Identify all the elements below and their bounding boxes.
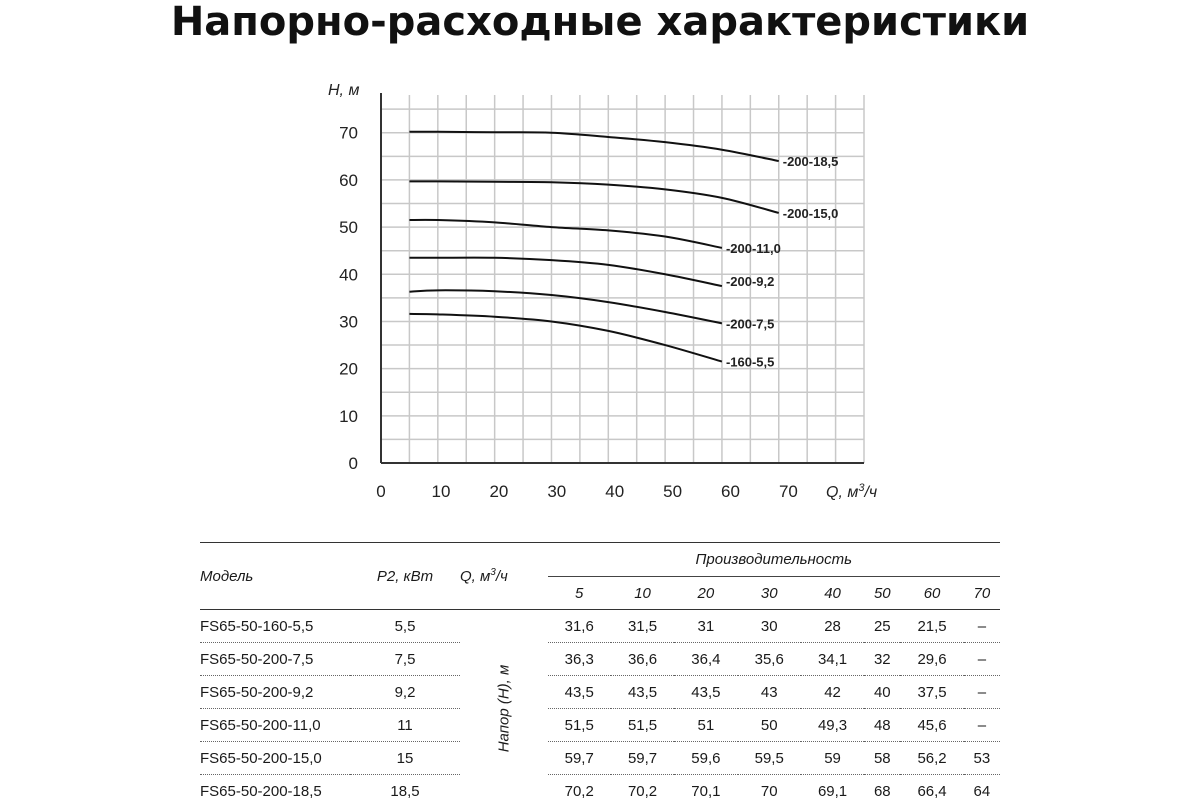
cell-model: FS65-50-200-18,5 xyxy=(200,775,350,807)
cell-head-value: 43,5 xyxy=(674,676,737,709)
cell-head-value: 56,2 xyxy=(900,742,963,775)
cell-power: 9,2 xyxy=(350,676,460,709)
cell-head-value: – xyxy=(964,643,1000,676)
header-flow: Q, $м^3/ч$ xyxy=(460,543,548,610)
cell-head-value: 70,1 xyxy=(674,775,737,807)
series-label: -200-15,0 xyxy=(783,206,839,221)
header-q-value: 5 xyxy=(548,577,611,610)
cell-head-value: 59,7 xyxy=(548,742,611,775)
cell-head-value: 59,6 xyxy=(674,742,737,775)
x-tick-label: 70 xyxy=(779,482,798,501)
cell-head-value: 70,2 xyxy=(548,775,611,807)
y-tick-label: 20 xyxy=(339,360,358,379)
series-label: -200-11,0 xyxy=(726,241,781,256)
cell-head-value: 43,5 xyxy=(548,676,611,709)
cell-head-label xyxy=(460,610,548,807)
cell-head-value: 34,1 xyxy=(801,643,864,676)
cell-power: 18,5 xyxy=(350,775,460,807)
y-tick-label: 0 xyxy=(349,454,358,473)
cell-head-value: 50 xyxy=(738,709,801,742)
cell-power: 11 xyxy=(350,709,460,742)
series-label: -160-5,5 xyxy=(726,355,774,370)
page-title: Напорно-расходные характеристики xyxy=(0,0,1200,44)
x-tick-label: 0 xyxy=(376,482,385,501)
cell-head-value: 37,5 xyxy=(900,676,963,709)
y-tick-label: 50 xyxy=(339,218,358,237)
header-q-value: 10 xyxy=(611,577,674,610)
header-performance-group: Производительность xyxy=(548,543,1000,577)
cell-head-value: 43,5 xyxy=(611,676,674,709)
x-tick-label: 40 xyxy=(605,482,624,501)
chart-grid xyxy=(381,95,864,463)
table-row xyxy=(200,709,1000,742)
cell-head-value: 51,5 xyxy=(611,709,674,742)
cell-head-value: 68 xyxy=(864,775,900,807)
cell-head-value: 35,6 xyxy=(738,643,801,676)
header-q-value: 70 xyxy=(964,577,1000,610)
cell-head-value: 32 xyxy=(864,643,900,676)
cell-head-value: 59 xyxy=(801,742,864,775)
cell-power: 7,5 xyxy=(350,643,460,676)
cell-model: FS65-50-160-5,5 xyxy=(200,610,350,643)
cell-head-value: 51,5 xyxy=(548,709,611,742)
cell-head-value: 51 xyxy=(674,709,737,742)
cell-head-value: 25 xyxy=(864,610,900,643)
cell-head-value: 31,5 xyxy=(611,610,674,643)
x-tick-label: 30 xyxy=(547,482,566,501)
y-tick-label: 70 xyxy=(339,124,358,143)
header-q-value: 50 xyxy=(864,577,900,610)
x-tick-label: 20 xyxy=(489,482,508,501)
x-tick-label: 60 xyxy=(721,482,740,501)
cell-model: FS65-50-200-11,0 xyxy=(200,709,350,742)
x-axis-label: Q, $м^3/ч$ xyxy=(826,482,877,501)
cell-head-value: 30 xyxy=(738,610,801,643)
cell-head-value: 59,7 xyxy=(611,742,674,775)
table-row xyxy=(200,643,1000,676)
cell-head-value: 31 xyxy=(674,610,737,643)
cell-head-value: 45,6 xyxy=(900,709,963,742)
cell-head-value: 40 xyxy=(864,676,900,709)
table-row xyxy=(200,610,1000,643)
cell-head-value: 53 xyxy=(964,742,1000,775)
cell-head-value: 36,3 xyxy=(548,643,611,676)
x-tick-label: 10 xyxy=(432,482,451,501)
cell-head-value: 59,5 xyxy=(738,742,801,775)
cell-model: FS65-50-200-9,2 xyxy=(200,676,350,709)
cell-head-value: – xyxy=(964,610,1000,643)
table-row xyxy=(200,775,1000,807)
cell-head-value: 66,4 xyxy=(900,775,963,807)
cell-head-value: 64 xyxy=(964,775,1000,807)
cell-head-value: 42 xyxy=(801,676,864,709)
cell-head-value: – xyxy=(964,709,1000,742)
cell-head-value: 70 xyxy=(738,775,801,807)
header-q-value: 60 xyxy=(900,577,963,610)
series-line xyxy=(409,290,722,323)
cell-model: FS65-50-200-7,5 xyxy=(200,643,350,676)
series-line xyxy=(409,258,722,286)
y-tick-label: 30 xyxy=(339,312,358,331)
head-vertical-label: Напор (H), м xyxy=(495,665,512,753)
cell-power: 5,5 xyxy=(350,610,460,643)
series-label: -200-9,2 xyxy=(726,274,774,289)
series-label: -200-18,5 xyxy=(783,154,839,169)
cell-power: 15 xyxy=(350,742,460,775)
series-line xyxy=(409,220,722,248)
x-tick-label: 50 xyxy=(663,482,682,501)
cell-head-value: 36,4 xyxy=(674,643,737,676)
table-row xyxy=(200,742,1000,775)
header-q-value: 20 xyxy=(674,577,737,610)
table-header-row xyxy=(200,543,1000,577)
y-axis-label: H, м xyxy=(328,82,359,99)
cell-head-value: 48 xyxy=(864,709,900,742)
cell-head-value: 49,3 xyxy=(801,709,864,742)
cell-head-value: 36,6 xyxy=(611,643,674,676)
series-label: -200-7,5 xyxy=(726,316,774,331)
header-q-value: 40 xyxy=(801,577,864,610)
cell-model: FS65-50-200-15,0 xyxy=(200,742,350,775)
performance-table xyxy=(200,542,1000,807)
cell-head-value: – xyxy=(964,676,1000,709)
cell-head-value: 69,1 xyxy=(801,775,864,807)
series-line xyxy=(409,181,778,213)
cell-head-value: 21,5 xyxy=(900,610,963,643)
cell-head-value: 29,6 xyxy=(900,643,963,676)
cell-head-value: 70,2 xyxy=(611,775,674,807)
chart-axes xyxy=(381,93,864,463)
cell-head-value: 28 xyxy=(801,610,864,643)
cell-head-value: 31,6 xyxy=(548,610,611,643)
header-power: P2, кВт xyxy=(350,543,460,610)
cell-head-value: 43 xyxy=(738,676,801,709)
table-row xyxy=(200,676,1000,709)
cell-head-value: 58 xyxy=(864,742,900,775)
y-tick-label: 10 xyxy=(339,407,358,426)
header-q-value: 30 xyxy=(738,577,801,610)
y-tick-label: 40 xyxy=(339,265,358,284)
y-tick-label: 60 xyxy=(339,171,358,190)
header-model: Модель xyxy=(200,543,350,610)
